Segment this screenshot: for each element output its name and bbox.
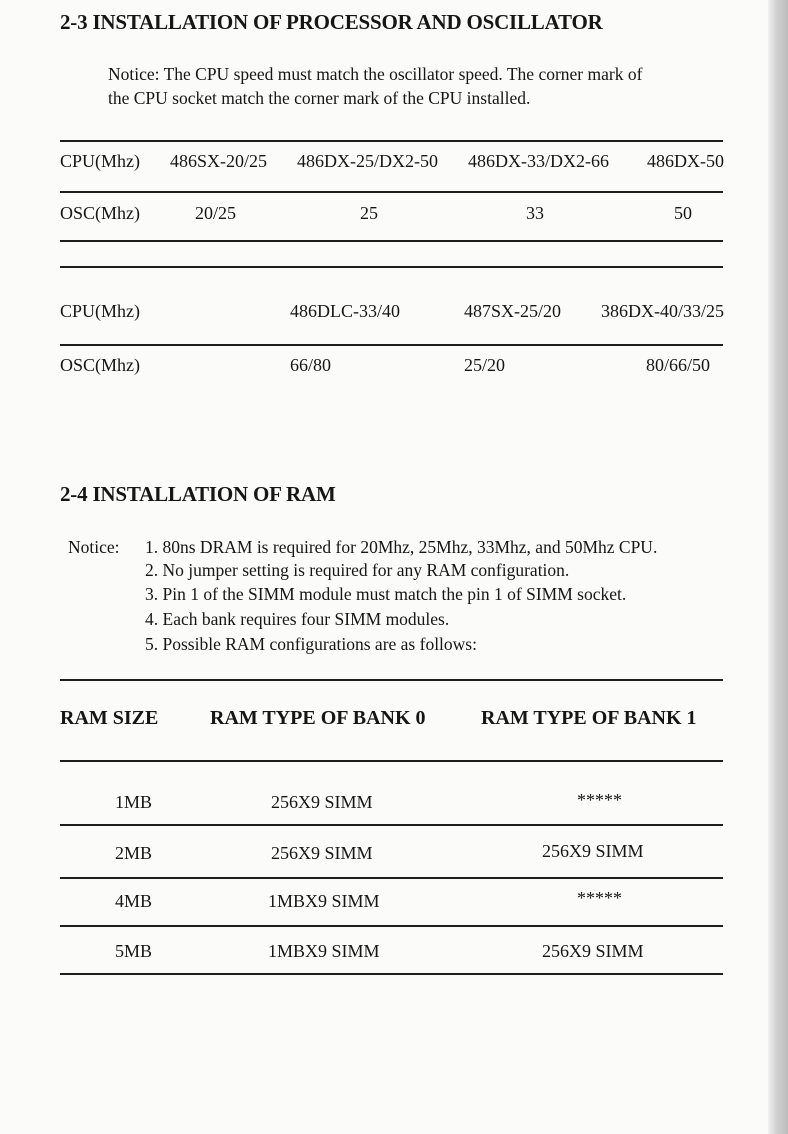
ram-bank0-cell: 1MBX9 SIMM — [268, 941, 380, 961]
osc-cell: 66/80 — [290, 355, 332, 375]
table-rule — [60, 240, 723, 242]
ram-notice-item: 3. Pin 1 of the SIMM module must match the pin 1 of SIMM socket. — [145, 584, 627, 604]
cpu-cell: 487SX-25/20 — [464, 301, 562, 321]
ram-notice-item: 5. Possible RAM configurations are as follows: — [145, 634, 477, 654]
ram-bank1-cell: 256X9 SIMM — [542, 841, 644, 861]
ram-notice-item: 4. Each bank requires four SIMM modules. — [145, 609, 450, 629]
cpu-cell: 486DX-33/DX2-66 — [468, 151, 609, 171]
cpu-cell: 486DX-50 — [647, 151, 724, 171]
table-rule — [60, 191, 723, 193]
ram-size-cell: 2MB — [115, 843, 153, 863]
cpu-notice-line-2: the CPU socket match the corner mark of the CPU installed. — [108, 88, 531, 108]
osc-cell: 25 — [360, 203, 378, 223]
ram-size-cell: 1MB — [115, 792, 153, 812]
cpu-cell: 486DLC-33/40 — [290, 301, 400, 321]
ram-bank0-cell: 256X9 SIMM — [271, 792, 373, 812]
table-rule — [60, 760, 723, 762]
cpu-cell: 386DX-40/33/25 — [601, 301, 724, 321]
cpu-cell: 486SX-20/25 — [170, 151, 268, 171]
ram-notice-item: 2. No jumper setting is required for any RAM configuration. — [145, 560, 570, 580]
section-heading-cpu: 2-3 INSTALLATION OF PROCESSOR AND OSCILLATOR — [60, 10, 603, 34]
ram-size-cell: 5MB — [115, 941, 153, 961]
table-rule — [60, 266, 723, 268]
cpu-label: CPU(Mhz) — [60, 301, 140, 321]
ram-header-bank0: RAM TYPE OF BANK 0 — [210, 707, 426, 729]
table-rule — [60, 925, 723, 927]
page-edge-shadow — [768, 0, 788, 1134]
table-rule — [60, 973, 723, 975]
osc-cell: 33 — [526, 203, 544, 223]
table-rule — [60, 824, 723, 826]
ram-bank1-cell: ***** — [577, 790, 622, 810]
cpu-notice-line-1: Notice: The CPU speed must match the oscillator speed. The corner mark of — [108, 64, 643, 84]
cpu-cell: 486DX-25/DX2-50 — [297, 151, 438, 171]
ram-size-cell: 4MB — [115, 891, 153, 911]
ram-bank1-cell: 256X9 SIMM — [542, 941, 644, 961]
osc-cell: 80/66/50 — [645, 355, 710, 375]
ram-header-bank1: RAM TYPE OF BANK 1 — [481, 707, 697, 729]
table-rule — [60, 344, 723, 346]
table-rule — [60, 140, 723, 142]
osc-cell: 20/25 — [195, 203, 237, 223]
osc-cell: 25/20 — [464, 355, 506, 375]
osc-cell: 50 — [674, 203, 692, 223]
table-rule — [60, 877, 723, 879]
ram-bank0-cell: 256X9 SIMM — [271, 843, 373, 863]
ram-notice-item: 1. 80ns DRAM is required for 20Mhz, 25Mhz, 33Mhz, and 50Mhz CPU. — [145, 537, 658, 557]
ram-bank0-cell: 1MBX9 SIMM — [268, 891, 380, 911]
table-rule — [60, 679, 723, 681]
section-heading-ram: 2-4 INSTALLATION OF RAM — [60, 482, 336, 506]
ram-bank1-cell: ***** — [577, 888, 622, 908]
ram-notice-label: Notice: — [68, 537, 120, 557]
ram-header-size: RAM SIZE — [60, 707, 159, 729]
osc-label: OSC(Mhz) — [60, 203, 140, 223]
osc-label: OSC(Mhz) — [60, 355, 140, 375]
cpu-label: CPU(Mhz) — [60, 151, 140, 171]
